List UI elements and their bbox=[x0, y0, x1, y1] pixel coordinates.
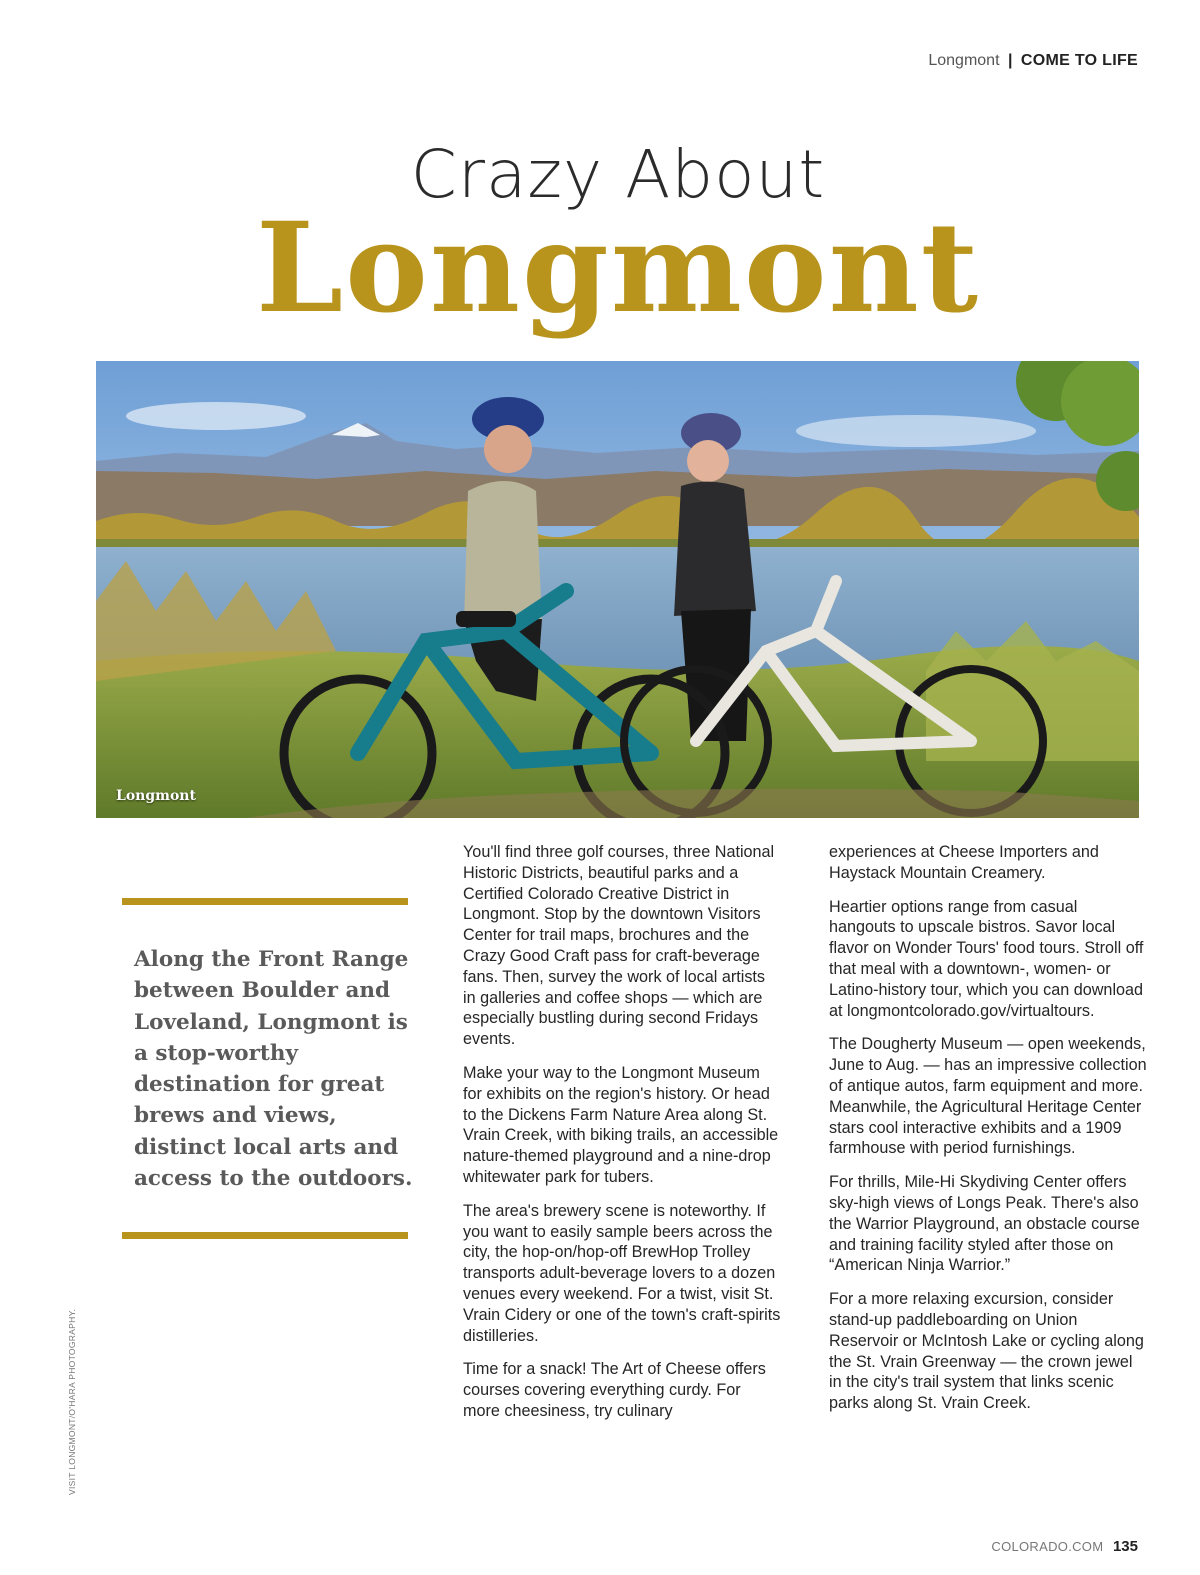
photo-credit: VISIT LONGMONT/O'HARA PHOTOGRAPHY. bbox=[67, 1308, 77, 1495]
body-column-2 bbox=[829, 842, 1147, 1427]
paragraph: Heartier options range from casual hangouts to upscale bistros. Savor local flavor on Wonder Tours' food tours. Stroll off that meal with a downtown-, women- or Latino-history tour, which you can download at longmontcolorado.gov/virtualtours. bbox=[829, 897, 1144, 1020]
body-column-1 bbox=[463, 842, 781, 1435]
page-number: 135 bbox=[1112, 1538, 1138, 1555]
photo-caption: Longmont bbox=[116, 788, 196, 804]
page-footer bbox=[991, 1538, 1138, 1555]
hero-photo bbox=[96, 361, 1139, 818]
paragraph: You'll find three golf courses, three National Historic Districts, beautiful parks and a Certified Colorado Creative District in Longmont. Stop by the downtown Visitors Center for trail maps, brochures and the Crazy Good Craft pass for craft-beverage fans. Then, survey the work of local artists in galleries and coffee shops — which are especially bustling during second Fridays events. bbox=[463, 843, 775, 1049]
pullquote: Along the Front Range between Boulder and Loveland, Longmont is a stop-worthy destination for great brews and views, distinct local arts and access to the outdoors. bbox=[134, 947, 413, 1192]
header-section: Longmont bbox=[928, 52, 1000, 69]
paragraph: For thrills, Mile-Hi Skydiving Center offers sky-high views of Longs Peak. There's also the Warrior Playground, an obstacle course and training facility styled after those on “American Ninja Warrior.” bbox=[829, 1173, 1140, 1275]
paragraph: The area's brewery scene is noteworthy. If you want to easily sample beers across the city, the hop-on/hop-off BrewHop Trolley transports adult-beverage lovers to a dozen venues every weekend. For a twist, visit St. Vrain Cidery or one of the town's craft-spirits distilleries. bbox=[463, 1201, 781, 1345]
pullquote-rule-bottom bbox=[122, 1232, 408, 1239]
paragraph: Time for a snack! The Art of Cheese offers courses covering everything curdy. For more cheesiness, try culinary bbox=[463, 1360, 766, 1420]
paragraph: For a more relaxing excursion, consider stand-up paddleboarding on Union Reservoir or McIntosh Lake or cycling along the St. Vrain Greenway — the crown jewel in the city's trail system that links scenic parks along St. Vrain Creek. bbox=[829, 1290, 1144, 1413]
header-separator: | bbox=[1007, 52, 1013, 69]
page-title: Longmont bbox=[255, 196, 981, 341]
title-kicker: Crazy About bbox=[410, 136, 826, 213]
page-header bbox=[928, 52, 1138, 70]
cyclists-by-lake-photo bbox=[96, 361, 1139, 818]
paragraph: The Dougherty Museum — open weekends, June to Aug. — has an impressive collection of antique autos, farm equipment and more. Meanwhile, the Agricultural Heritage Center stars cool interactive exhibits and a 1909 farmhouse with period furnishings. bbox=[829, 1035, 1147, 1158]
paragraph: experiences at Cheese Importers and Haystack Mountain Creamery. bbox=[829, 843, 1099, 882]
pullquote-rule-top bbox=[122, 898, 408, 905]
paragraph: Make your way to the Longmont Museum for exhibits on the region's history. Or head to the Dickens Farm Nature Area along St. Vrain Creek, with biking trails, an accessible nature-themed playground and a nine-drop whitewater park for tubers. bbox=[463, 1063, 779, 1186]
header-tag: COME TO LIFE bbox=[1020, 52, 1138, 69]
footer-site: COLORADO.COM bbox=[991, 1539, 1104, 1554]
